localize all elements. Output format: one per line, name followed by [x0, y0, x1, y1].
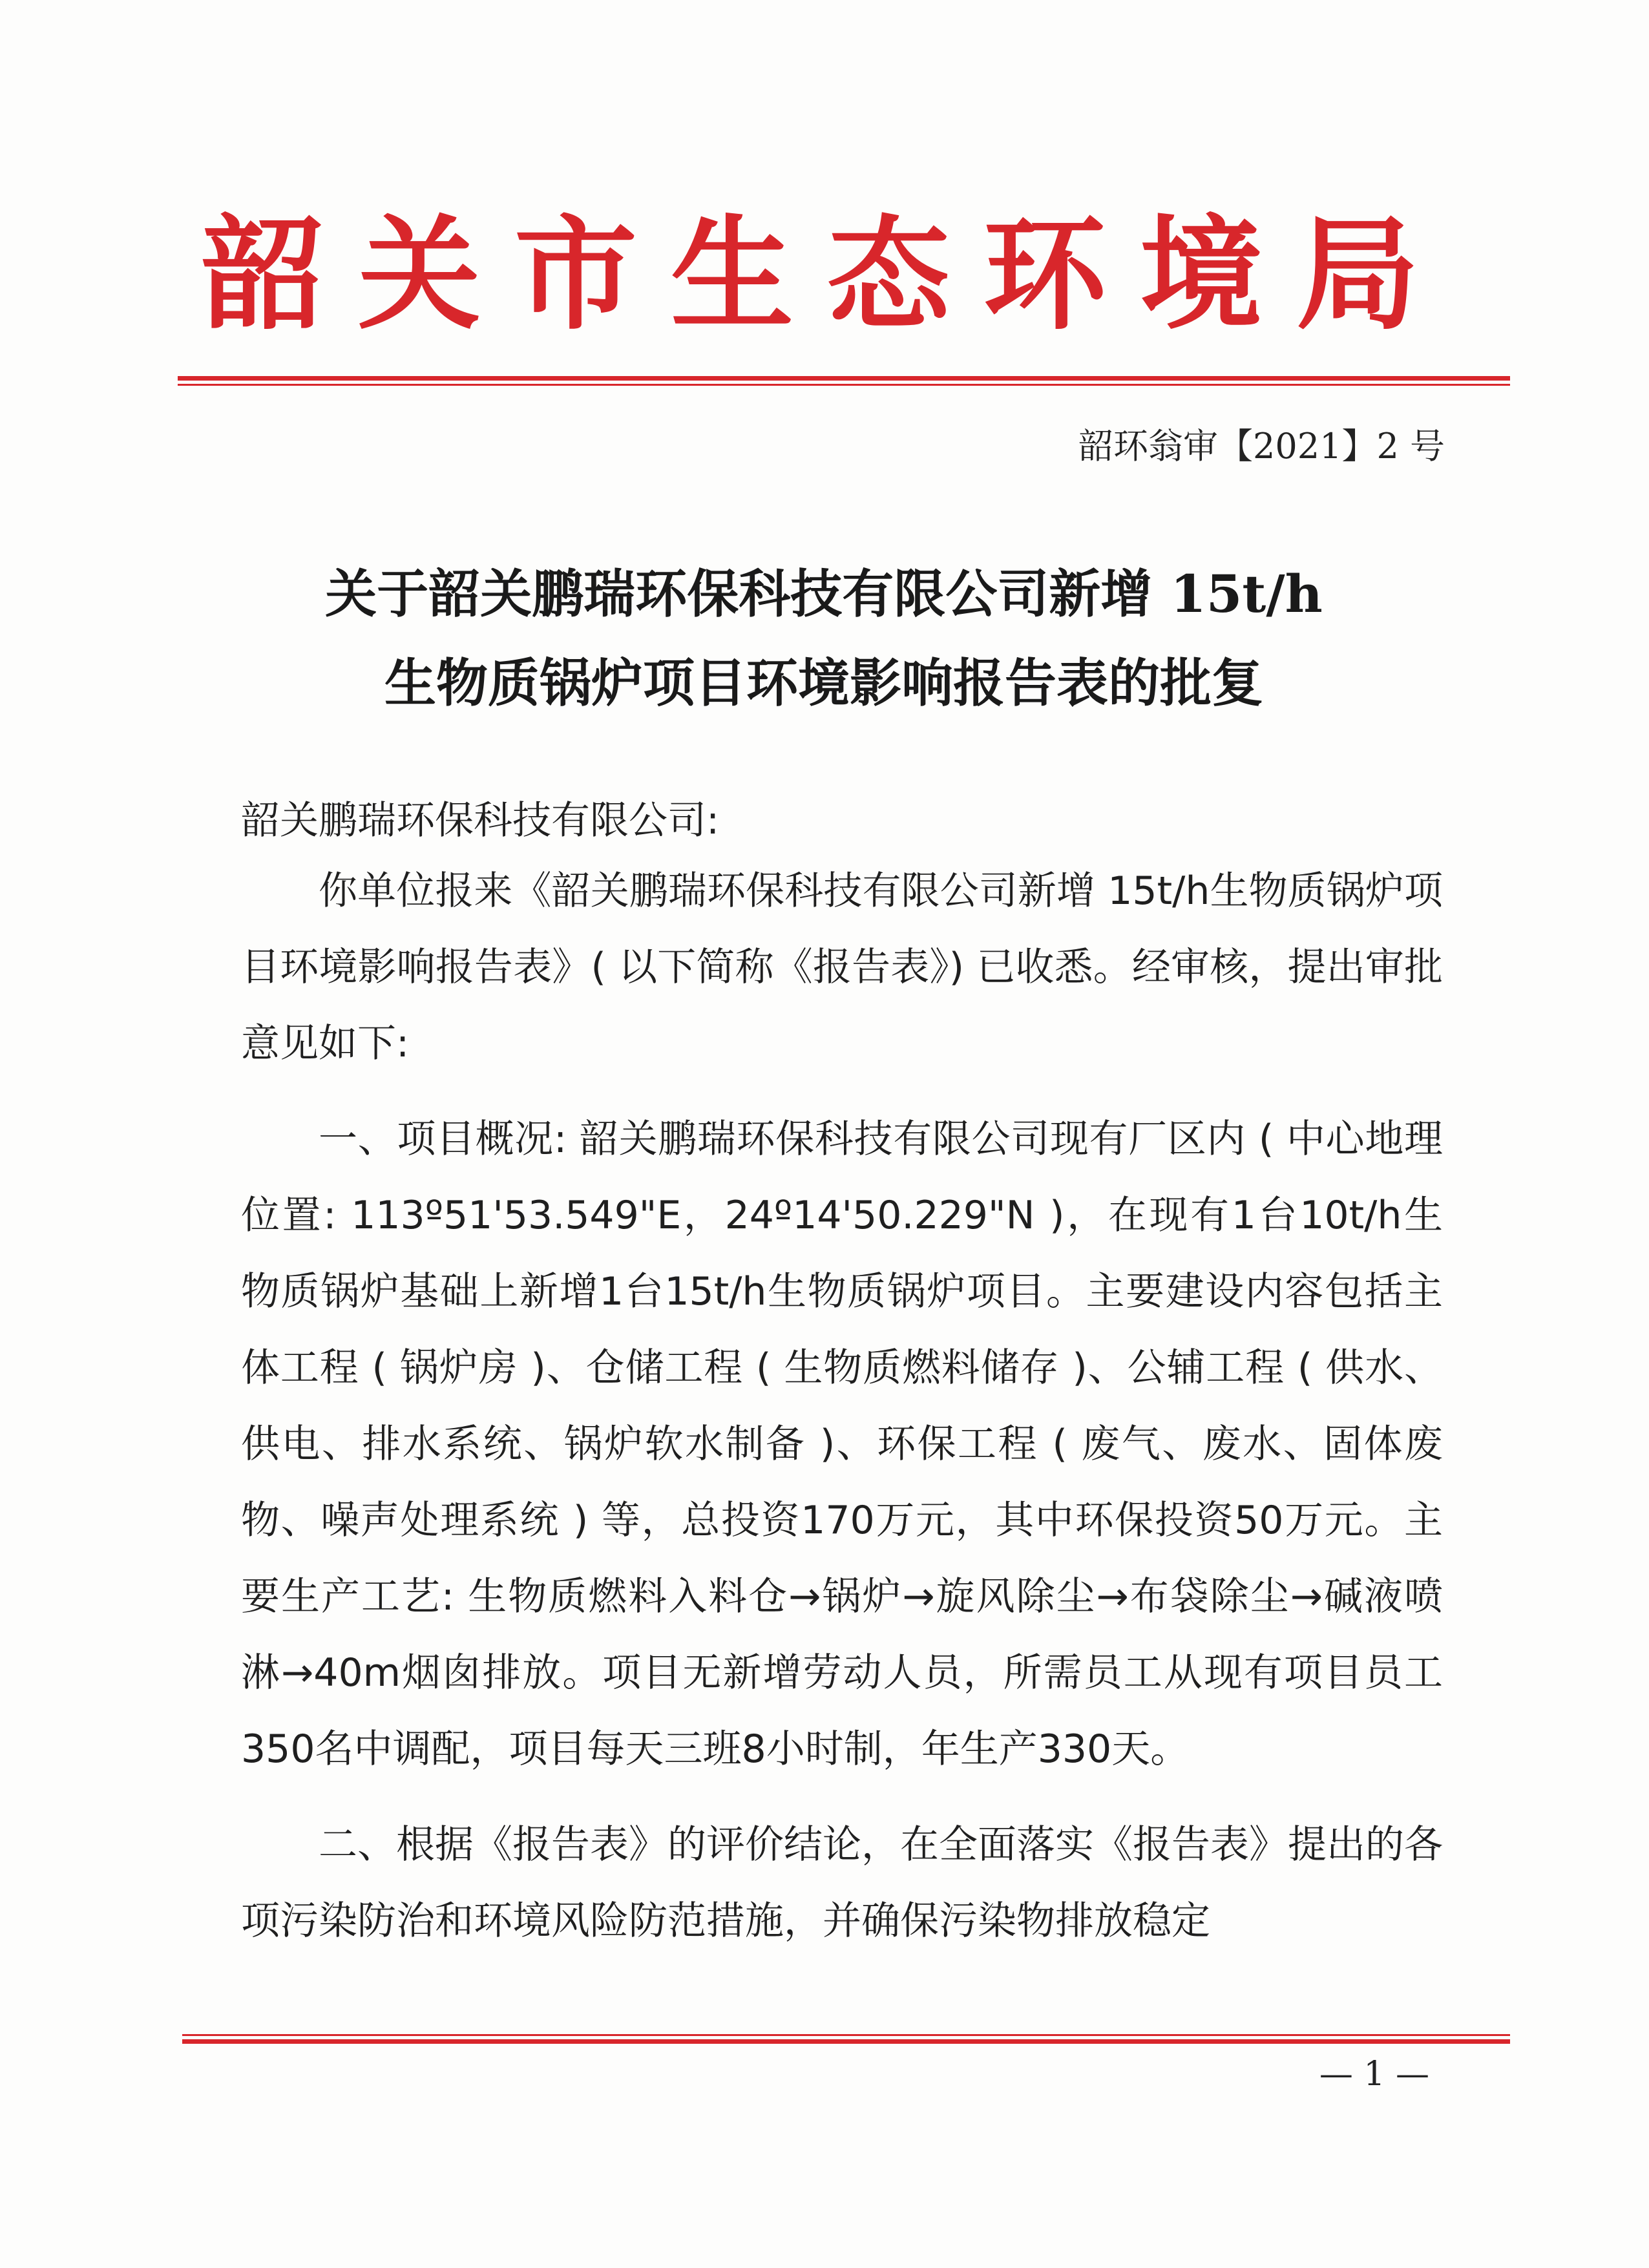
paragraph-evaluation: 二、根据《报告表》的评价结论，在全面落实《报告表》提出的各项污染防治和环境风险防范措施，并确保污染物排放稳定 — [241, 1822, 1443, 1944]
document-title — [194, 549, 1454, 728]
recipient: 韶关鹏瑞环保科技有限公司: — [241, 798, 720, 843]
paragraph-intro: 你单位报来《韶关鹏瑞环保科技有限公司新增 15t/h生物质锅炉项目环境影响报告表》( 以下简称《报告表》) 已收悉。经审核，提出审批意见如下: — [241, 868, 1443, 1066]
header-red-rule — [178, 376, 1510, 381]
document-title-line-1: 关于韶关鹏瑞环保科技有限公司新增 15t/h — [325, 563, 1323, 624]
document-title-line-2: 生物质锅炉项目环境影响报告表的批复 — [384, 653, 1263, 713]
footer-red-rule — [182, 2039, 1510, 2044]
document-number: 韶环翁审【2021】2 号 — [1078, 426, 1445, 467]
body-text — [241, 853, 1443, 1979]
paragraph-project-overview: 一、项目概况: 韶关鹏瑞环保科技有限公司现有厂区内 ( 中心地理位置: 113º51'53.549"E，24º14'50.229"N )，在现有1台10t/h生物质锅炉基础上新增1台15t/h生物质锅炉项目。主要建设内容包括主体工程 ( 锅炉房 )、仓储工程 ( 生物质燃料储存 )、公辅工程 ( 供水、供电、排水系统、锅炉软水制备 )、环保工程 ( 废气、废水、固体废物、噪声处理系统 ) 等，总投资170万元，其中环保投资50万元。主要生产工艺: 生物质燃料入料仓→锅炉→旋风除尘→布袋除尘→碱液喷淋→40m烟囱排放。项目无新增劳动人员，所需员工从现有项目员工350名中调配，项目每天三班8小时制，年生产330天。 — [241, 1117, 1443, 1772]
page-number: — 1 — — [1319, 2055, 1429, 2094]
header-red-rule-thin — [178, 384, 1510, 386]
footer-red-rule-thin — [182, 2034, 1510, 2036]
agency-title: 韶关市生态环境局 — [201, 202, 1453, 346]
